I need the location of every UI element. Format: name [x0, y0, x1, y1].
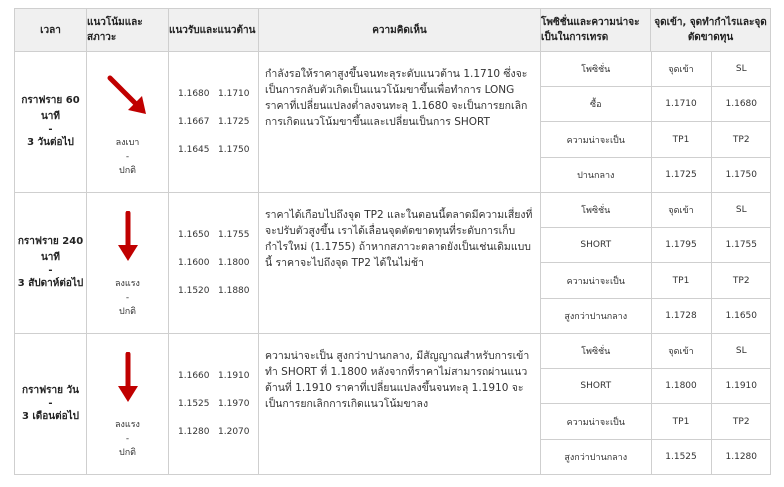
tp2-label: TP2	[711, 404, 771, 439]
levels-cell	[169, 193, 259, 334]
comment-text: กำลังรอให้ราคาสูงขึ้นจนทะลุระดับแนวต้าน 1.1710 ซึ่งจะเป็นการกลับตัวเกิดเป็นแนวโน้มขาขึ้นเพื่อทำการ LONG ราคาที่เปลี่ยนแปลงต่ำลงจนทะลุ 1.1680 จะเป็นการยกเลิกการเกิดแนวโน้มขาขึ้นและเปลี่ยนเป็นการ SHORT	[265, 68, 528, 128]
entry-label: จุดเข้า	[651, 334, 711, 369]
tp1-label: TP1	[651, 404, 711, 439]
tp1-label: TP1	[651, 122, 711, 157]
position-label: โพซิชั่น	[541, 52, 651, 87]
level-pair: 1.1680 1.1710	[178, 89, 250, 99]
comment-cell	[259, 193, 541, 334]
position-table	[541, 193, 771, 333]
sl-value: 1.1910	[711, 369, 771, 404]
separator: -	[48, 124, 53, 135]
sl-label: SL	[711, 334, 771, 369]
level-pair: 1.1280 1.2070	[178, 427, 250, 437]
trend-cell	[87, 334, 169, 475]
position-value: SHORT	[541, 369, 651, 404]
trend-cell	[87, 193, 169, 334]
header-position: โพซิชั่นและความน่าจะเป็นในการเทรด	[541, 9, 651, 52]
levels-cell	[169, 334, 259, 475]
probability-value: ปานกลาง	[541, 157, 651, 192]
sl-value: 1.1680	[711, 87, 771, 122]
timeframe-cell	[15, 52, 87, 193]
diagonal-down-arrow-icon	[104, 72, 152, 120]
probability-label: ความน่าจะเป็น	[541, 404, 651, 439]
entry-value: 1.1795	[651, 228, 711, 263]
trend-strength: ลงแรง	[115, 279, 140, 289]
duration-label: 3 สัปดาห์ต่อไป	[17, 278, 84, 289]
separator: -	[48, 265, 53, 276]
tp2-label: TP2	[711, 263, 771, 298]
comment-cell	[259, 52, 541, 193]
entry-value: 1.1710	[651, 87, 711, 122]
probability-label: ความน่าจะเป็น	[541, 122, 651, 157]
header-time: เวลา	[15, 9, 87, 52]
trend-cell	[87, 52, 169, 193]
separator: -	[48, 398, 53, 409]
level-pair: 1.1645 1.1750	[178, 145, 250, 155]
timeframe-label: กราฟราย 240 นาที	[17, 236, 84, 263]
position-label: โพซิชั่น	[541, 334, 651, 369]
position-value: SHORT	[541, 228, 651, 263]
separator: -	[125, 293, 130, 303]
trend-strength: ลงเบา	[115, 138, 140, 148]
table-row	[15, 193, 771, 334]
header-row	[15, 9, 771, 52]
timeframe-label: กราฟราย วัน	[22, 385, 79, 396]
trend-state: ปกติ	[118, 448, 136, 458]
timeframe-cell	[15, 334, 87, 475]
duration-label: 3 เดือนต่อไป	[21, 411, 80, 422]
level-pair: 1.1650 1.1755	[178, 230, 250, 240]
entry-label: จุดเข้า	[651, 193, 711, 228]
level-pair: 1.1660 1.1910	[178, 371, 250, 381]
position-value: ซื้อ	[541, 87, 651, 122]
entry-label: จุดเข้า	[651, 52, 711, 87]
header-trend: แนวโน้มและสภาวะ	[87, 9, 169, 52]
probability-value: สูงกว่าปานกลาง	[541, 298, 651, 333]
header-levels: แนวรับและแนวต้าน	[169, 9, 259, 52]
tp1-value: 1.1525	[651, 439, 711, 474]
duration-label: 3 วันต่อไป	[27, 137, 74, 148]
comment-text: ราคาได้เกือบไปถึงจุด TP2 และในตอนนี้ตลาดมีความเสี่ยงที่จะปรับตัวสูงขึ้น เราได้เลื่อนจุดตัดขาดทุนที่ระดับการเก็บกำไรใหม่ (1.1755) ถ้าหากสภาวะตลาดยังเป็นเช่นเดิมแบบนี้ ราคาจะไปถึงจุด TP2 ได้ในไม่ช้า	[265, 209, 533, 269]
comment-text: ความน่าจะเป็น สูงกว่าปานกลาง, มีสัญญาณสำหรับการเข้าทำ SHORT ที่ 1.1800 หลังจากที่ราคาไม่สามารถผ่านแนวต้านที่ 1.1910 ราคาที่เปลี่ยนแปลงขึ้นจนทะลุ 1.1910 จะเป็นการยกเลิกการเกิดแนวโน้มขาลง	[265, 350, 530, 410]
header-comment: ความคิดเห็น	[259, 9, 541, 52]
level-pair: 1.1520 1.1880	[178, 286, 250, 296]
sl-label: SL	[711, 193, 771, 228]
level-pair: 1.1600 1.1800	[178, 258, 250, 268]
down-arrow-icon	[116, 352, 140, 404]
sl-label: SL	[711, 52, 771, 87]
timeframe-cell	[15, 193, 87, 334]
header-entry: จุดเข้า, จุดทำกำไรและจุดตัดขาดทุน	[651, 9, 771, 52]
tp2-label: TP2	[711, 122, 771, 157]
level-pair: 1.1667 1.1725	[178, 117, 250, 127]
tp2-value: 1.1280	[725, 451, 757, 462]
sl-value: 1.1755	[711, 228, 771, 263]
position-table	[541, 334, 771, 474]
probability-label: ความน่าจะเป็น	[541, 263, 651, 298]
tp1-value: 1.1725	[651, 157, 711, 192]
separator: -	[125, 434, 130, 444]
probability-value: สูงกว่าปานกลาง	[541, 439, 651, 474]
table-row	[15, 334, 771, 475]
position-label: โพซิชั่น	[541, 193, 651, 228]
signals-table	[14, 8, 771, 475]
comment-cell	[259, 334, 541, 475]
table-row	[15, 52, 771, 193]
position-cell	[541, 52, 771, 193]
position-cell	[541, 193, 771, 334]
separator: -	[125, 152, 130, 162]
level-pair: 1.1525 1.1970	[178, 399, 250, 409]
trend-state: ปกติ	[118, 307, 136, 317]
tp1-value: 1.1728	[651, 298, 711, 333]
position-cell	[541, 334, 771, 475]
entry-value: 1.1800	[651, 369, 711, 404]
tp1-label: TP1	[651, 263, 711, 298]
trend-strength: ลงแรง	[115, 420, 140, 430]
tp2-value: 1.1750	[725, 169, 757, 180]
levels-cell	[169, 52, 259, 193]
timeframe-label: กราฟราย 60 นาที	[21, 95, 80, 122]
trend-state: ปกติ	[118, 166, 136, 176]
down-arrow-icon	[116, 211, 140, 263]
position-table	[541, 52, 771, 192]
tp2-value: 1.1650	[725, 310, 757, 321]
